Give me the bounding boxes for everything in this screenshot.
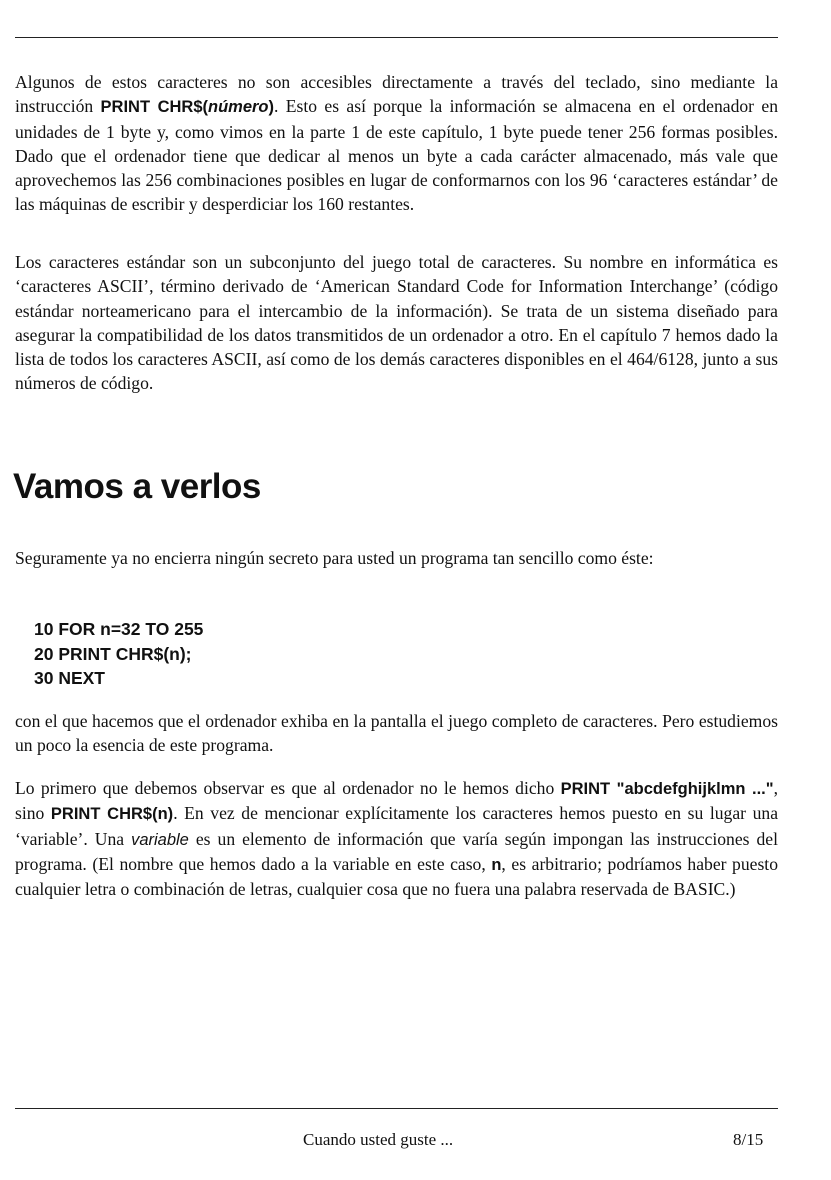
paragraph-text: , sino xyxy=(15,778,778,824)
paragraph-ascii-definition: Los caracteres estándar son un subconjunto del juego total de caracteres. Su nombre en informática es ‘caracteres ASCII’, término derivado de ‘American Standard Code for Information Interchange’ (código estándar norteamericano para el intercambio de la información). Se trata de un sistema diseñado para asegurar la compatibilidad de los datos transmitidos de un ordenador a otro. En el capítulo 7 hemos dado la lista de todos los caracteres ASCII, así como de los demás caracteres disponibles en el 464/6128, junto a sus números de código. xyxy=(15,252,778,394)
inline-code: PRINT CHR$( xyxy=(100,98,208,117)
paragraph-program-intro: Seguramente ya no encierra ningún secreto para usted un programa tan sencillo como éste: xyxy=(15,548,654,568)
inline-code: PRINT CHR$(n) xyxy=(50,805,174,824)
code-line: 10 FOR n=32 TO 255 xyxy=(34,619,204,639)
inline-code: ) xyxy=(268,98,275,117)
footer-running-title: Cuando usted guste ... xyxy=(303,1130,454,1149)
inline-code-argument: número xyxy=(208,98,269,117)
paragraph-variable-explanation xyxy=(15,776,778,901)
top-rule xyxy=(15,37,778,38)
code-line: 30 NEXT xyxy=(34,668,105,688)
paragraph-ascii-intro xyxy=(15,70,778,217)
inline-code: PRINT "abcdefghijklmn ..." xyxy=(560,780,774,798)
paragraph-text: . Esto es así porque la información se almacena en el ordenador en unidades de 1 byte y, como vimos en la parte 1 de este capítulo, 1 byte puede tener 256 formas posibles. Dado que el ordenador tiene que dedicar al menos un byte a cada carácter almacenado, más vale que aprovechemos las 256 combinaciones posibles en lugar de conformarnos con los 96 ‘caracteres estándar’ de las máquinas de escribir y desperdiciar los 160 restantes. xyxy=(15,96,778,215)
code-line: 20 PRINT CHR$(n); xyxy=(34,643,192,664)
section-title: Vamos a verlos xyxy=(13,467,261,506)
code-listing xyxy=(34,617,203,691)
paragraph-text: . En vez de mencionar explícitamente los caracteres hemos puesto en su lugar una ‘variable’. Una xyxy=(15,803,779,849)
paragraph-text: Algunos de estos caracteres no son accesibles directamente a través del teclado, sino mediante la instrucción xyxy=(15,72,778,117)
italic-term: variable xyxy=(131,830,189,849)
inline-code: n xyxy=(491,855,502,874)
paragraph-text: es un elemento de información que varía según impongan las instrucciones del programa. (El nombre que hemos dado a la variable en este caso, xyxy=(15,828,778,874)
paragraph-program-explanation: con el que hacemos que el ordenador exhiba en la pantalla el juego completo de caracteres. Pero estudiemos un poco la esencia de este programa. xyxy=(15,711,778,756)
page-number: 8/15 xyxy=(733,1130,764,1149)
bottom-rule xyxy=(15,1108,778,1109)
paragraph-text: Lo primero que debemos observar es que al ordenador no le hemos dicho xyxy=(15,778,561,798)
paragraph-text: , es arbitrario; podríamos haber puesto cualquier letra o combinación de letras, cualquier cosa que no fuera una palabra reservada de BASIC.) xyxy=(15,853,778,900)
